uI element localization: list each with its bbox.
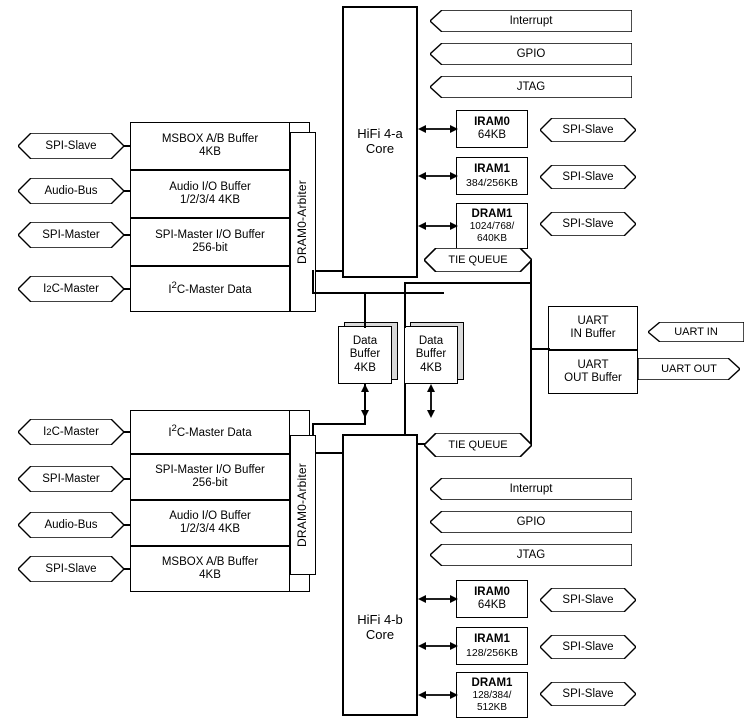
port-audio-bus-left-bottom-label: Audio-Bus bbox=[44, 519, 98, 531]
port-spi-slave-left-bottom-label: SPI-Slave bbox=[45, 563, 97, 575]
data-buffer-1-line3: 4KB bbox=[420, 361, 442, 374]
arrow-core-b-iram1 bbox=[418, 637, 458, 655]
memory-dram1-bottom bbox=[456, 672, 528, 718]
arrow-core-b-dram1 bbox=[418, 686, 458, 704]
core-a-label-line2: Core bbox=[365, 141, 395, 156]
port-spi-slave-bottom-2 bbox=[540, 682, 636, 706]
buffer-msbox-top-line1: MSBOX A/B Buffer bbox=[161, 132, 259, 145]
port-spi-slave-top-2 bbox=[540, 212, 636, 236]
buffer-msbox-top-line2: 4KB bbox=[199, 146, 221, 158]
route-buf0-up bbox=[364, 292, 366, 328]
port-spi-slave-top-2-label: SPI-Slave bbox=[562, 218, 614, 230]
arbiter-bottom-label: DRAM0-Arbiter bbox=[295, 463, 310, 547]
port-spi-master-left-top-label: SPI-Master bbox=[42, 229, 100, 241]
buffer-spi-master-top bbox=[130, 218, 290, 266]
link-uart-bus bbox=[530, 348, 550, 350]
bus-gpio-bottom bbox=[430, 511, 632, 533]
memory-dram1-bottom-line3: 512KB bbox=[476, 701, 508, 713]
core-a-label-line1: HiFi 4-a bbox=[357, 126, 403, 142]
memory-iram0-top-line1: IRAM0 bbox=[474, 115, 510, 128]
port-spi-slave-bottom-0 bbox=[540, 588, 636, 612]
port-i2c-master-left-top bbox=[18, 276, 124, 302]
tie-queue-bottom-label: TIE QUEUE bbox=[448, 439, 508, 451]
bus-jtag-top-label: JTAG bbox=[516, 81, 546, 93]
arrow-data-buffer-1-down bbox=[422, 384, 440, 418]
port-spi-master-left-top bbox=[18, 222, 124, 248]
buffer-msbox-bottom-line1: MSBOX A/B Buffer bbox=[161, 555, 259, 568]
core-b-label-line2: Core bbox=[365, 626, 395, 642]
buffer-spi-master-top-line1: SPI-Master I/O Buffer bbox=[155, 228, 265, 241]
link-arbiter-top-core bbox=[316, 270, 344, 272]
route-buf0-down bbox=[364, 384, 366, 424]
data-buffer-1-line2: Buffer bbox=[415, 348, 447, 361]
port-uart-in-label: UART IN bbox=[674, 326, 718, 338]
bus-jtag-top bbox=[430, 76, 632, 98]
memory-dram1-top-line3: 640KB bbox=[476, 232, 508, 244]
memory-iram0-top bbox=[456, 110, 528, 148]
data-buffer-0-line3: 4KB bbox=[354, 361, 376, 374]
memory-iram1-top bbox=[456, 157, 528, 195]
uart-out-buffer-line2: OUT Buffer bbox=[564, 372, 622, 384]
memory-iram1-top-line2: 384/256KB bbox=[466, 176, 518, 189]
port-spi-master-left-bottom-label: SPI-Master bbox=[42, 473, 100, 485]
tie-queue-top-label: TIE QUEUE bbox=[448, 254, 508, 266]
memory-iram0-bottom-line2: 64KB bbox=[477, 599, 507, 611]
buffer-i2c-top bbox=[130, 266, 290, 312]
data-buffer-0-line2: Buffer bbox=[349, 348, 381, 361]
bus-jtag-bottom-label: JTAG bbox=[516, 549, 546, 561]
route-tieq-top-down bbox=[530, 260, 532, 446]
link-i2c-buffer-bottom bbox=[124, 431, 131, 433]
memory-dram1-top bbox=[456, 203, 528, 249]
data-buffer-0 bbox=[338, 326, 392, 384]
bus-interrupt-top-label: Interrupt bbox=[509, 15, 553, 27]
data-buffer-1 bbox=[404, 326, 458, 384]
uart-in-buffer bbox=[548, 306, 638, 350]
memory-iram0-top-line2: 64KB bbox=[477, 129, 507, 141]
buffer-msbox-top bbox=[130, 122, 290, 170]
memory-dram1-top-line1: DRAM1 bbox=[471, 207, 513, 220]
link-i2c-buffer-top bbox=[124, 288, 131, 290]
port-uart-in bbox=[648, 322, 744, 342]
port-spi-slave-left-top-label: SPI-Slave bbox=[45, 140, 97, 152]
route-buf0-diag bbox=[364, 292, 376, 294]
port-spi-slave-bottom-1-label: SPI-Slave bbox=[562, 641, 614, 653]
port-audio-bus-left-top-label: Audio-Bus bbox=[44, 185, 98, 197]
data-buffer-1-line1: Data bbox=[418, 335, 444, 348]
core-a-block bbox=[342, 6, 418, 278]
bus-gpio-bottom-label: GPIO bbox=[516, 516, 546, 528]
port-i2c-master-left-bottom bbox=[18, 419, 124, 445]
bus-gpio-top bbox=[430, 43, 632, 65]
arrow-core-b-iram0 bbox=[418, 590, 458, 608]
buffer-i2c-top-line1: $I^2C$-Master Data bbox=[168, 280, 252, 297]
port-spi-slave-bottom-2-label: SPI-Slave bbox=[562, 688, 614, 700]
port-uart-out-label: UART OUT bbox=[661, 363, 717, 375]
memory-iram0-bottom bbox=[456, 580, 528, 618]
bus-interrupt-bottom bbox=[430, 478, 632, 500]
bus-gpio-top-label: GPIO bbox=[516, 48, 546, 60]
memory-iram1-bottom-line2: 128/256KB bbox=[466, 646, 518, 659]
link-spi-master-buffer-bottom bbox=[124, 478, 131, 480]
link-spi-master-buffer-top bbox=[124, 234, 131, 236]
link-spi-slave-buffer-top bbox=[124, 145, 131, 147]
buffer-audio-top-line2: 1/2/3/4 4KB bbox=[179, 194, 241, 206]
port-spi-slave-top-1 bbox=[540, 165, 636, 189]
memory-dram1-top-line2: 1024/768/ bbox=[469, 221, 515, 233]
uart-out-buffer-line1: UART bbox=[577, 358, 609, 371]
tie-queue-top bbox=[424, 248, 532, 272]
buffer-spi-master-bottom-line1: SPI-Master I/O Buffer bbox=[155, 463, 265, 476]
port-audio-bus-left-top bbox=[18, 178, 124, 204]
port-spi-slave-top-0-label: SPI-Slave bbox=[562, 124, 614, 136]
core-b-label-line1: HiFi 4-b bbox=[357, 611, 403, 627]
port-audio-bus-left-bottom bbox=[18, 512, 124, 538]
port-spi-slave-top-1-label: SPI-Slave bbox=[562, 171, 614, 183]
port-spi-slave-bottom-1 bbox=[540, 635, 636, 659]
route-arbiter-cross-top-v bbox=[312, 270, 314, 294]
bus-interrupt-top bbox=[430, 10, 632, 32]
buffer-audio-bottom-line1: Audio I/O Buffer bbox=[169, 509, 251, 522]
uart-in-buffer-line2: IN Buffer bbox=[570, 328, 616, 340]
arrow-core-a-iram1 bbox=[418, 167, 458, 185]
route-buf0-down-h bbox=[312, 423, 366, 425]
buffer-spi-master-top-line2: 256-bit bbox=[192, 242, 228, 254]
core-b-block bbox=[342, 434, 418, 716]
link-arbiter-bottom-core bbox=[316, 452, 344, 454]
route-tieq-top-left bbox=[404, 282, 532, 284]
buffer-msbox-bottom-line2: 4KB bbox=[199, 569, 221, 581]
port-uart-out bbox=[638, 358, 740, 380]
memory-iram1-bottom bbox=[456, 627, 528, 665]
uart-in-buffer-line1: UART bbox=[577, 314, 609, 327]
buffer-audio-bottom bbox=[130, 500, 290, 546]
data-buffer-0-line1: Data bbox=[352, 335, 378, 348]
buffer-audio-top bbox=[130, 170, 290, 218]
memory-iram1-top-line1: IRAM1 bbox=[474, 163, 510, 176]
memory-iram1-bottom-line1: IRAM1 bbox=[474, 633, 510, 646]
memory-iram0-bottom-line1: IRAM0 bbox=[474, 585, 510, 598]
buffer-audio-bottom-line2: 1/2/3/4 4KB bbox=[179, 523, 241, 535]
link-audio-buffer-top bbox=[124, 190, 131, 192]
arbiter-top-label: DRAM0-Arbiter bbox=[295, 180, 310, 264]
buffer-msbox-bottom bbox=[130, 546, 290, 592]
bus-interrupt-bottom-label: Interrupt bbox=[509, 483, 553, 495]
port-spi-master-left-bottom bbox=[18, 466, 124, 492]
port-spi-slave-left-top bbox=[18, 133, 124, 159]
buffer-audio-top-line1: Audio I/O Buffer bbox=[169, 180, 251, 193]
tie-queue-bottom bbox=[424, 433, 532, 457]
route-buf1-up bbox=[404, 282, 406, 328]
port-spi-slave-left-bottom bbox=[18, 556, 124, 582]
bus-jtag-bottom bbox=[430, 544, 632, 566]
port-i2c-master-left-top-label: I 2 C-Master bbox=[43, 283, 99, 295]
buffer-i2c-bottom-line1: $I^2C$-Master Data bbox=[168, 423, 252, 440]
memory-dram1-bottom-line2: 128/384/ bbox=[472, 690, 512, 702]
buffer-i2c-bottom bbox=[130, 410, 290, 454]
buffer-spi-master-bottom bbox=[130, 454, 290, 500]
memory-dram1-bottom-line1: DRAM1 bbox=[471, 676, 513, 689]
port-spi-slave-bottom-0-label: SPI-Slave bbox=[562, 594, 614, 606]
port-spi-slave-top-0 bbox=[540, 118, 636, 142]
route-arbiter-cross-top bbox=[312, 292, 444, 294]
buffer-spi-master-bottom-line2: 256-bit bbox=[192, 477, 228, 489]
arrow-core-a-dram1 bbox=[418, 217, 458, 235]
link-spi-slave-buffer-bottom bbox=[124, 568, 131, 570]
port-i2c-master-left-bottom-label: I 2 C-Master bbox=[43, 426, 99, 438]
link-audio-buffer-bottom bbox=[124, 524, 131, 526]
arbiter-bottom bbox=[290, 435, 316, 575]
uart-out-buffer bbox=[548, 350, 638, 394]
arrow-core-a-iram0 bbox=[418, 120, 458, 138]
